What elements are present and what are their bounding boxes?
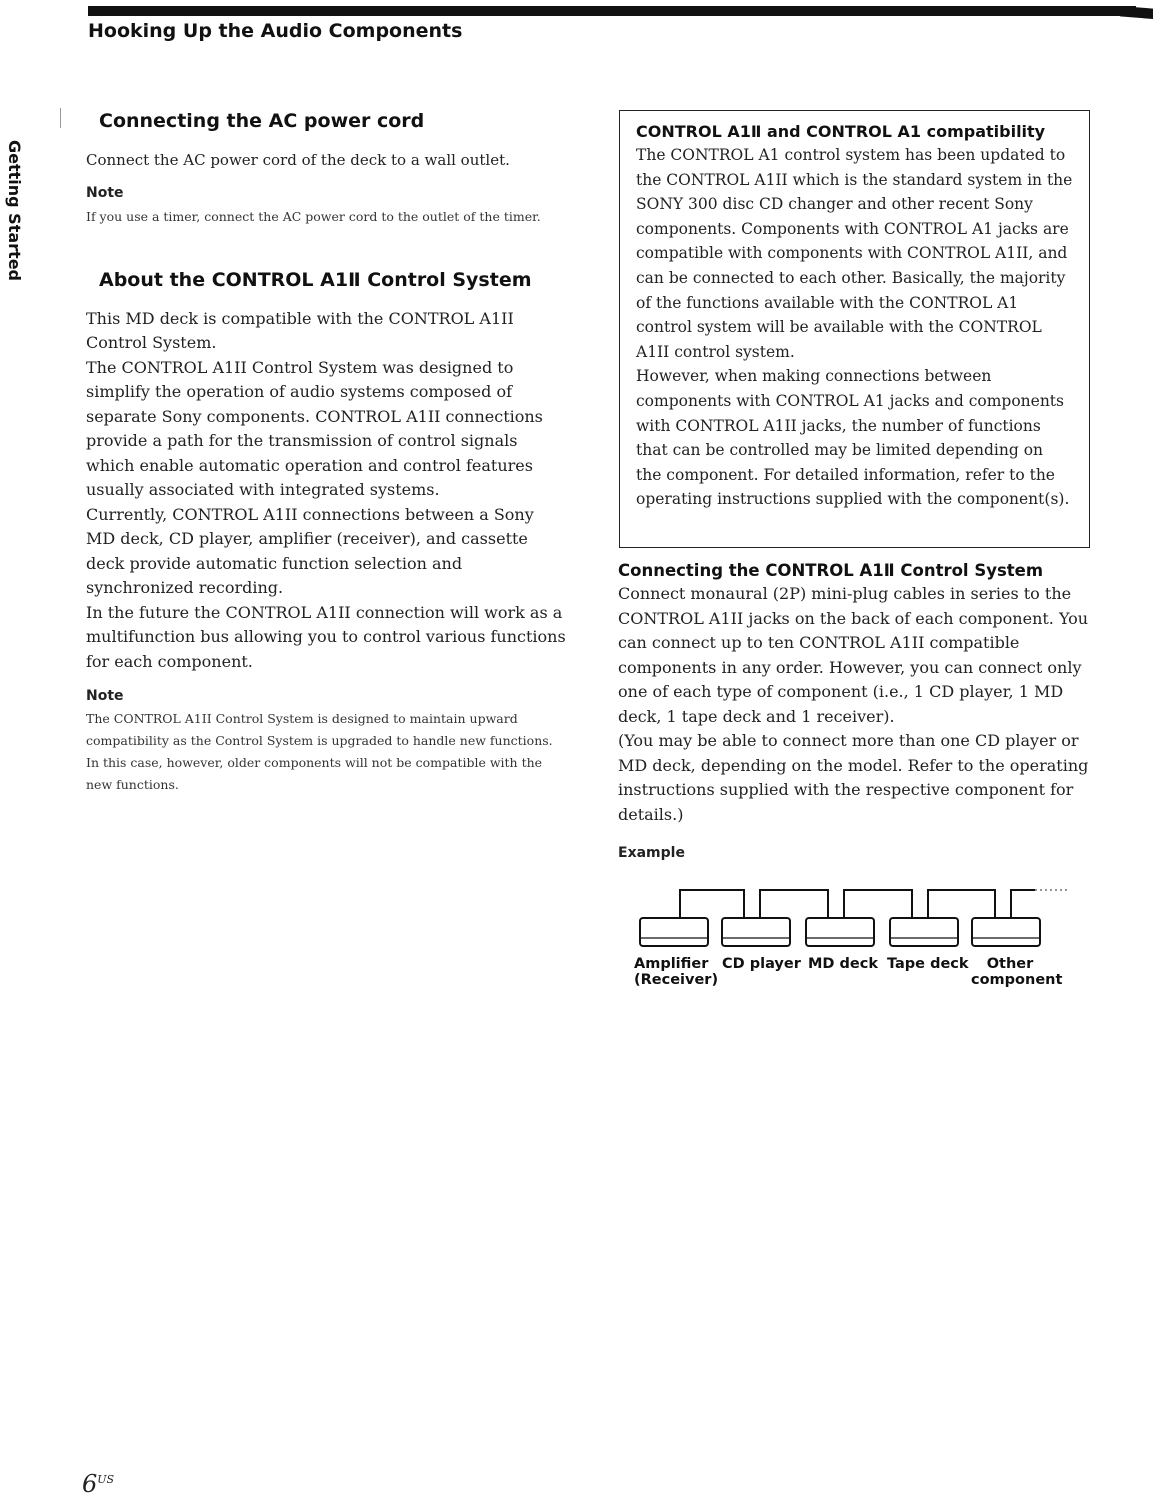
compatibility-box [619, 110, 1090, 548]
amplifier-box [640, 918, 708, 946]
section-side-tab [2, 140, 28, 290]
side-tab-label: Getting Started [5, 140, 24, 281]
about-paragraph-2: The CONTROL A1II Control System was designed to simplify the operation of audio systems composed of separate Sony components. CONTROL A1II connections provide a path for the transmission of control signals which enable automatic operation and control features usually associated with integrated systems. [86, 357, 543, 499]
example-title: Example [618, 845, 685, 861]
connecting-heading: Connecting the CONTROL A1Ⅱ Control System [618, 561, 1044, 580]
about-paragraph-4: In the future the CONTROL A1II connection will work as a multifunction bus allowing you to control various functions for each component. [86, 602, 566, 671]
page-suffix: US [97, 1473, 115, 1486]
label-md-deck: MD deck [808, 956, 878, 972]
left-column [86, 110, 566, 796]
connection-diagram [630, 880, 1080, 1010]
compatibility-paragraph-2: However, when making connections between components with CONTROL A1 jacks and components with CONTROL A1II jacks, the number of functions that can be controlled may be limited depending on the component. For detailed information, refer to the operating instructions supplied with the component(s). [636, 367, 1070, 509]
ac-note-text: If you use a timer, connect the AC power cord to the outlet of the timer. [86, 208, 541, 224]
compatibility-paragraph-1: The CONTROL A1 control system has been updated to the CONTROL A1II which is the standard system in the SONY 300 disc CD changer and other recent Sony components. Components with CONTROL A1 jacks are compatible with components with CONTROL A1II, and can be connected to each other. Basically, the majority of the functions available with the CONTROL A1 control system will be available with the CONTROL A1II control system. [636, 146, 1073, 361]
about-control-heading: About the CONTROL A1Ⅱ Control System [99, 268, 532, 291]
connecting-paragraph-1: Connect monaural (2P) mini-plug cables in series to the CONTROL A1II jacks on the back of each component. You can connect up to ten CONTROL A1II compatible components in any order. However, you can connect only one of each type of component (i.e., 1 CD player, 1 MD deck, 1 tape deck and 1 receiver). [618, 584, 1089, 726]
ac-power-text: Connect the AC power cord of the deck to a wall outlet. [86, 151, 510, 169]
label-other-component: Other component [971, 956, 1063, 988]
header-rule [88, 6, 1136, 16]
page-header-title: Hooking Up the Audio Components [88, 20, 463, 42]
label-cd-player: CD player [722, 956, 801, 972]
about-paragraph-3: Currently, CONTROL A1II connections between a Sony MD deck, CD player, amplifier (receiver), and cassette deck provide automatic function selection and synchronized recording. [86, 504, 534, 597]
connection-diagram-svg [630, 880, 1080, 955]
cd-player-box [722, 918, 790, 946]
label-amplifier: Amplifier (Receiver) [634, 956, 719, 988]
connecting-section [618, 561, 1093, 861]
connecting-paragraph-2: (You may be able to connect more than one CD player or MD deck, depending on the model. Refer to the operating instructions supplied with the respective component for details.) [618, 731, 1089, 824]
about-control-body [86, 307, 566, 675]
cable-1 [680, 890, 744, 918]
about-note-text: The CONTROL A1II Control System is designed to maintain upward compatibility as the Control System is upgraded to handle new functions. In this case, however, older components will not be compatible with the new functions. [86, 711, 553, 792]
header-rule-end [1120, 6, 1153, 19]
md-deck-box [806, 918, 874, 946]
cable-5 [1011, 890, 1035, 918]
cable-2 [760, 890, 828, 918]
label-tape-deck: Tape deck [887, 956, 969, 972]
about-paragraph-1: This MD deck is compatible with the CONTROL A1II Control System. [86, 308, 514, 352]
page-number: $6^{US}$ [82, 1470, 115, 1498]
side-margin-mark [60, 108, 61, 128]
compatibility-heading: CONTROL A1Ⅱ and CONTROL A1 compatibility [636, 122, 1046, 141]
tape-deck-box [890, 918, 958, 946]
about-note-title: Note [86, 688, 124, 704]
cable-4 [928, 890, 995, 918]
ac-power-heading: Connecting the AC power cord [99, 110, 425, 132]
cable-3 [844, 890, 912, 918]
other-component-box [972, 918, 1040, 946]
ac-note-title: Note [86, 184, 124, 201]
